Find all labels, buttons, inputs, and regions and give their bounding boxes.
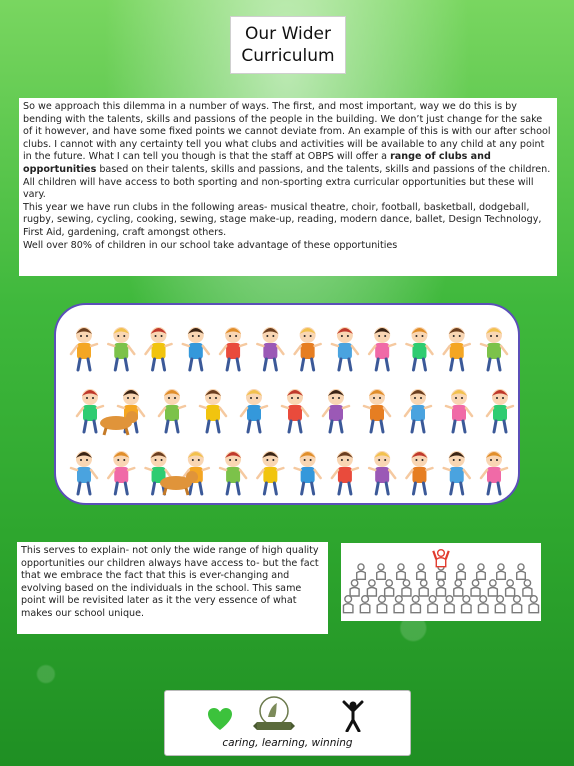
crowd-figure — [377, 596, 386, 613]
child-figure — [406, 451, 432, 494]
winner-figure-icon — [341, 700, 365, 732]
crowd-figure — [477, 564, 486, 579]
children-activities-illustration — [56, 305, 518, 503]
child-figure — [257, 451, 283, 494]
child-figure — [444, 327, 470, 370]
child-figure — [108, 451, 134, 494]
crowd-figure — [367, 580, 376, 596]
crowd-figure — [428, 596, 437, 613]
child-figure — [446, 389, 472, 432]
child-figure — [369, 451, 395, 494]
explain-text: This serves to explain- not only the wide range of high quality opportunities our children always have access to- but the fact that we embrace the fact that this is ever-changing and evolving based on the individuals in the school. This same point will be revisited later as it the very essence of what makes our school unique. — [21, 545, 319, 619]
crowd-figure — [523, 580, 532, 596]
crowd-figure — [454, 580, 463, 596]
school-motto: caring, learning, winning — [222, 737, 353, 749]
crowd-figure — [512, 596, 521, 613]
child-figure — [257, 327, 283, 370]
crowd-figure — [437, 580, 446, 596]
crowd-figure — [360, 596, 369, 613]
child-figure — [220, 451, 246, 494]
crowd-figure — [506, 580, 515, 596]
child-figure — [71, 451, 97, 494]
crowd-figure — [471, 580, 480, 596]
crowd-figure — [357, 564, 366, 579]
crowd-figure — [445, 596, 454, 613]
school-crest-icon — [253, 695, 295, 735]
crowd-figure — [397, 564, 406, 579]
intro-paragraph-2: This year we have run clubs in the following areas- musical theatre, choir, football, basketball, dodgeball, rugby, sewing, cycling, cooking, sewing, stage make-up, reading, modern dance, ballet, Design Technology, First Aid, gardening, craft amongst others. — [23, 201, 542, 238]
child-figure — [323, 389, 349, 432]
crowd-figure — [402, 580, 411, 596]
child-figure — [220, 327, 246, 370]
child-figure — [332, 451, 358, 494]
explain-text-box — [17, 542, 328, 634]
leader-figure — [433, 550, 448, 567]
school-values-footer — [164, 690, 411, 756]
crowd-figure — [394, 596, 403, 613]
crowd-figure — [497, 564, 506, 579]
child-figure — [77, 389, 103, 432]
page-title — [230, 16, 346, 74]
child-figure — [405, 389, 431, 432]
crowd-figure — [495, 596, 504, 613]
child-figure — [282, 389, 308, 432]
child-figure — [241, 389, 267, 432]
intro-paragraph-3: Well over 80% of children in our school take advantage of these opportunities — [23, 239, 398, 251]
crowd-figure — [350, 580, 359, 596]
child-figure — [159, 389, 185, 432]
crowd-figure — [419, 580, 428, 596]
crowd-figure — [478, 596, 487, 613]
crowd-figure — [343, 596, 352, 613]
child-figure — [444, 451, 470, 494]
crowd-figure — [377, 564, 386, 579]
child-figure — [487, 389, 513, 432]
crowd-figure — [457, 564, 466, 579]
intro-bold-phrase: range of clubs and opportunities — [23, 151, 491, 175]
child-figure — [406, 327, 432, 370]
child-figure — [295, 327, 321, 370]
leader-crowd-illustration — [341, 543, 541, 621]
child-figure — [369, 327, 395, 370]
intro-text-end: based on their talents, skills and passions, and the talents, skills and passions of the children. All children will have access to both sporting and non-sporting extra curricular opportunities but these will vary. — [23, 163, 551, 201]
child-figure — [481, 327, 507, 370]
intro-paragraph-1 — [23, 101, 553, 202]
child-figure — [183, 327, 209, 370]
child-figure — [146, 327, 172, 370]
children-activities-image — [54, 303, 520, 505]
crowd-figure — [529, 596, 538, 613]
intro-text-box — [19, 98, 557, 276]
child-figure — [295, 451, 321, 494]
child-figure — [364, 389, 390, 432]
dog-figure — [100, 411, 138, 435]
child-figure — [108, 327, 134, 370]
crowd-figure — [385, 580, 394, 596]
heart-icon — [207, 707, 233, 731]
crowd-figure — [462, 596, 471, 613]
child-figure — [71, 327, 97, 370]
child-figure — [332, 327, 358, 370]
title-line-2: Curriculum — [241, 46, 335, 66]
crowd-figure — [517, 564, 526, 579]
child-figure — [481, 451, 507, 494]
crowd-figure — [488, 580, 497, 596]
leader-crowd-image — [341, 543, 541, 621]
crowd-figure — [417, 564, 426, 579]
crowd-figure — [411, 596, 420, 613]
child-figure — [200, 389, 226, 432]
title-line-1: Our Wider — [245, 24, 331, 44]
intro-text-start: So we approach this dilemma in a number of ways. The first, and most important, way we do this is by bending with the talents, skills and passions of the people in the building. We don’t just change for the sake of it however, and have some fixed points we cannot deviate from. An example of this is with our after school clubs. I cannot with any certainty tell you what clubs and activities will be available to any child at any point in the future. What I can tell you though is that the staff at OBPS will offer a — [23, 101, 551, 163]
